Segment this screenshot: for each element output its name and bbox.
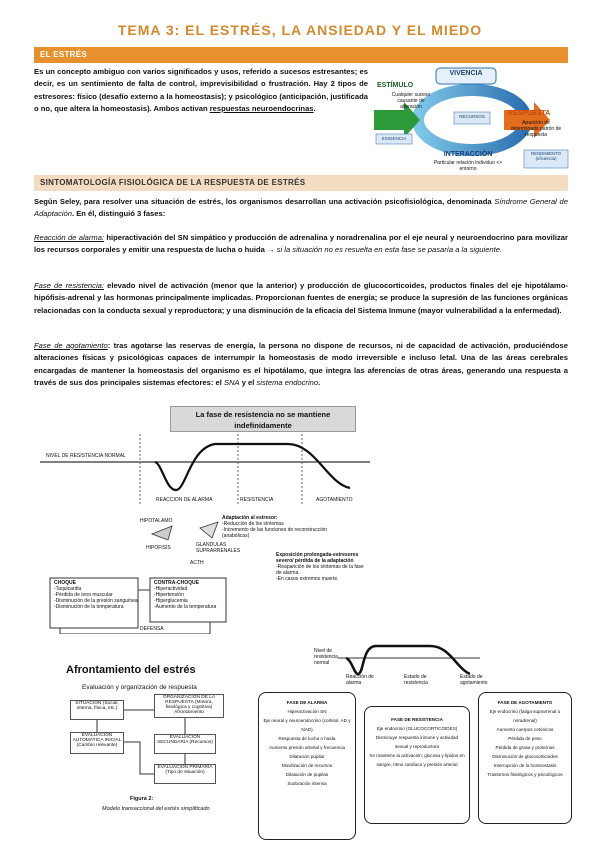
paragraph-alarma: Reacción de alarma: hiperactivación del SN simpático y producción de adrenalina y noradrenalina por el eje neural y neuroendocrino para movilizar los recursos corporales y emitir una respuesta de lucha o huida → si la situación no es resuelta en esta fase se pasaría a la siguiente. [34,233,568,255]
contra-choque-list: CONTRA-CHOQUE -Hiperactividad -Hipertensión -Hiperglucemia -Aumento de la temperatura [154,580,217,610]
estimulo-label: ESTÍMULO [377,82,414,89]
interaccion-label: INTERACCIÓN [443,151,493,158]
reaccion-label: REACCION DE ALARMA [156,497,213,503]
paragraph-resistencia: Fase de resistencia: elevado nivel de activación (menor que la anterior) y producción de glucocorticoides, productos finales del eje hipotálamo-hipófisis-adrenal y las hormonas principalmente implicadas. Proporcionan fuentes de energía; se produce la supresión de las funciones orgánicas relacionadas con la conducta sexual y reproductora; y una disminución de la eficacia del Sistema Inmune (mayor vulnerabilidad a la enfermedad). [34,281,568,315]
resistencia-label: RESISTENCIA [240,497,274,503]
fase-resistencia-box: FASE DE RESISTENCIA Eje endocrino (GLUCOCORTICOIDES) Disminuye respuesta inmune y actividad sexual y reproductora Se mantiene la activación, glucosa y lípidos en sangre, ritmo cardíaco y presión arterial [364,706,470,824]
small-nivel-label: Nivel de resistencia normal [314,648,338,666]
estimulo-desc: Cualquier suceso causante de alteración [391,92,431,110]
agotamiento-label: AGOTAMIENTO [316,497,353,503]
hypothalamus-shape [152,526,172,540]
nivel-label: NIVEL DE RESISTENCIA NORMAL [46,453,126,459]
situacion-box: SITUACION (Social, interna, física, etc.) [70,700,124,720]
respuesta-label: RESPUESTA [508,110,551,117]
resistance-curve [155,444,350,490]
afrontamiento-arrows [60,700,240,790]
organizacion-box: ORGANIZACION DE LA RESPUESTA (Motora, fisiológica y cognitiva) Afrontamiento [154,694,224,718]
resistance-header: La fase de resistencia no se mantiene indefinidamente [170,406,356,432]
figura-label: Figura 2: [130,796,154,802]
acth-label: ACTH [190,560,204,566]
fase-agotamiento-box: FASE DE AGOTAMIENTO Eje endocrino (fatiga suprarrenal o noradrenal) Aumento cuerpos cetónicos Pérdida de peso Pérdida de grasa y proteínas Disminución de glucocorticoides Interrupción de la homeostasis Trastornos fisiológicos y psicológicos [478,692,572,824]
hipotalamo-label: HIPOTALAMO [140,518,173,524]
afrontamiento-subtitle: Evaluación y organización de respuesta [82,684,197,691]
vivencia-label: VIVENCIA [449,70,483,77]
hipofisis-label: HIPOFISIS [146,545,171,551]
interaccion-desc: Particular relación individuo <> entorno [433,160,503,172]
small-estado2-label: Estado de agotamiento [460,674,488,686]
paragraph-seley: Según Seley, para resolver una situación de estrés, los organismos desarrollan una activación psicofisiológica, denominada Síndrome General de Adaptación. En él, distinguió 3 fases: [34,197,568,219]
defensa-label: DEFENSA [140,626,164,632]
page-title: TEMA 3: EL ESTRÉS, LA ANSIEDAD Y EL MIEDO [117,22,483,38]
glandulas-label: GLANDULAS SUPRARRENALES [196,542,241,554]
exposure-block: Exposición prolongada-estresores severo/ pérdida de la adaptación -Reaparición de los síntomas de la fase de alarma. -En casos extremos muerte. [276,552,364,582]
section-heading-sintomatologia: SINTOMATOLOGÍA FISIOLÓGICA DE LA RESPUESTA DE ESTRÉS [34,175,568,191]
gland-shape [200,522,218,538]
eval-sec-box: EVALUACION SECUNDARIA (Recursos) [154,734,216,754]
paragraph-estres: Es un concepto ambiguo con varios significados y usos, referido a sucesos estresantes; es decir, es un sentimiento de falta de control, imprevisibilidad o frustración. Hay 2 tipos de estresores: físico (desafío externo a la homeostasis); y psicológico (anticipación, justificada o no, que altera la homeostasis). Ambos activan respuestas neuroendocrinas. [34,67,368,113]
eval-prim-box: EVALUACION PRIMARIA (Tipo de situación) [154,764,216,784]
paragraph-agotamiento: Fase de agotamiento: tras agotarse las reservas de energía, la persona no dispone de recursos, ni de capacidad de activación, produciéndose alteraciones físicas y psicológicas capaces de interrumpir la homeostasis de modo irreversible e incluso letal. Una de las áreas cerebrales encargadas de mantener la homeostasis del organismo es el hipotálamo, que integra las aferencias de otras áreas, generando una respuesta a través de sus dos principales sistemas efectores: el SNA y el sistema endocrino. [34,341,568,387]
rendimiento-label: RENDIMIENTO (eficiencia) [530,151,561,161]
adaptation-block: Adaptación al estresor: -Reducción de los síntomas -Incremento de las funciones de reconstrucción (anabólicas) [222,515,328,539]
figura-caption: Modelo transaccional del estrés simplificado [102,806,210,812]
eval-auto-box: EVALUACION AUTOMATICA INICIAL (Cambio relevante) [70,732,124,754]
recursos-label: RECURSOS [459,114,485,119]
label-agotamiento: Fase de agotamiento [34,341,108,350]
arrow-eval [124,742,154,774]
fase-alarma-box: FASE DE ALARMA Hiperactivación SN Eje neural y neuroendocrino (cortisol, AD y NAD) Respuesta de lucha o huida Aumento presión arterial y frecuencia Dilatación pupilar Movilización de recursos Dilatación de pupilas Sudoración intensa [258,692,356,840]
small-reaccion-label: Reacción de alarma [346,674,374,686]
choque-list: CHOQUE -Taquicardia -Pérdida de tono muscular -Disminución de la presión sanguínea -Disminución de la temperatura [54,580,138,610]
exigencia-label: EXIGENCIA [381,136,407,141]
small-estado-label: Estado de resistencia [404,674,428,686]
section-heading-estres: EL ESTRÉS [34,47,568,63]
label-alarma: Reacción de alarma: [34,233,105,242]
label-resistencia: Fase de resistencia: [34,281,104,290]
small-curve [346,646,470,674]
respuesta-desc: Aparición de determinado patrón de respuesta [510,120,562,138]
link-respuestas: respuestas neuroendocrinas [209,103,314,113]
afrontamiento-title: Afrontamiento del estrés [66,664,196,676]
